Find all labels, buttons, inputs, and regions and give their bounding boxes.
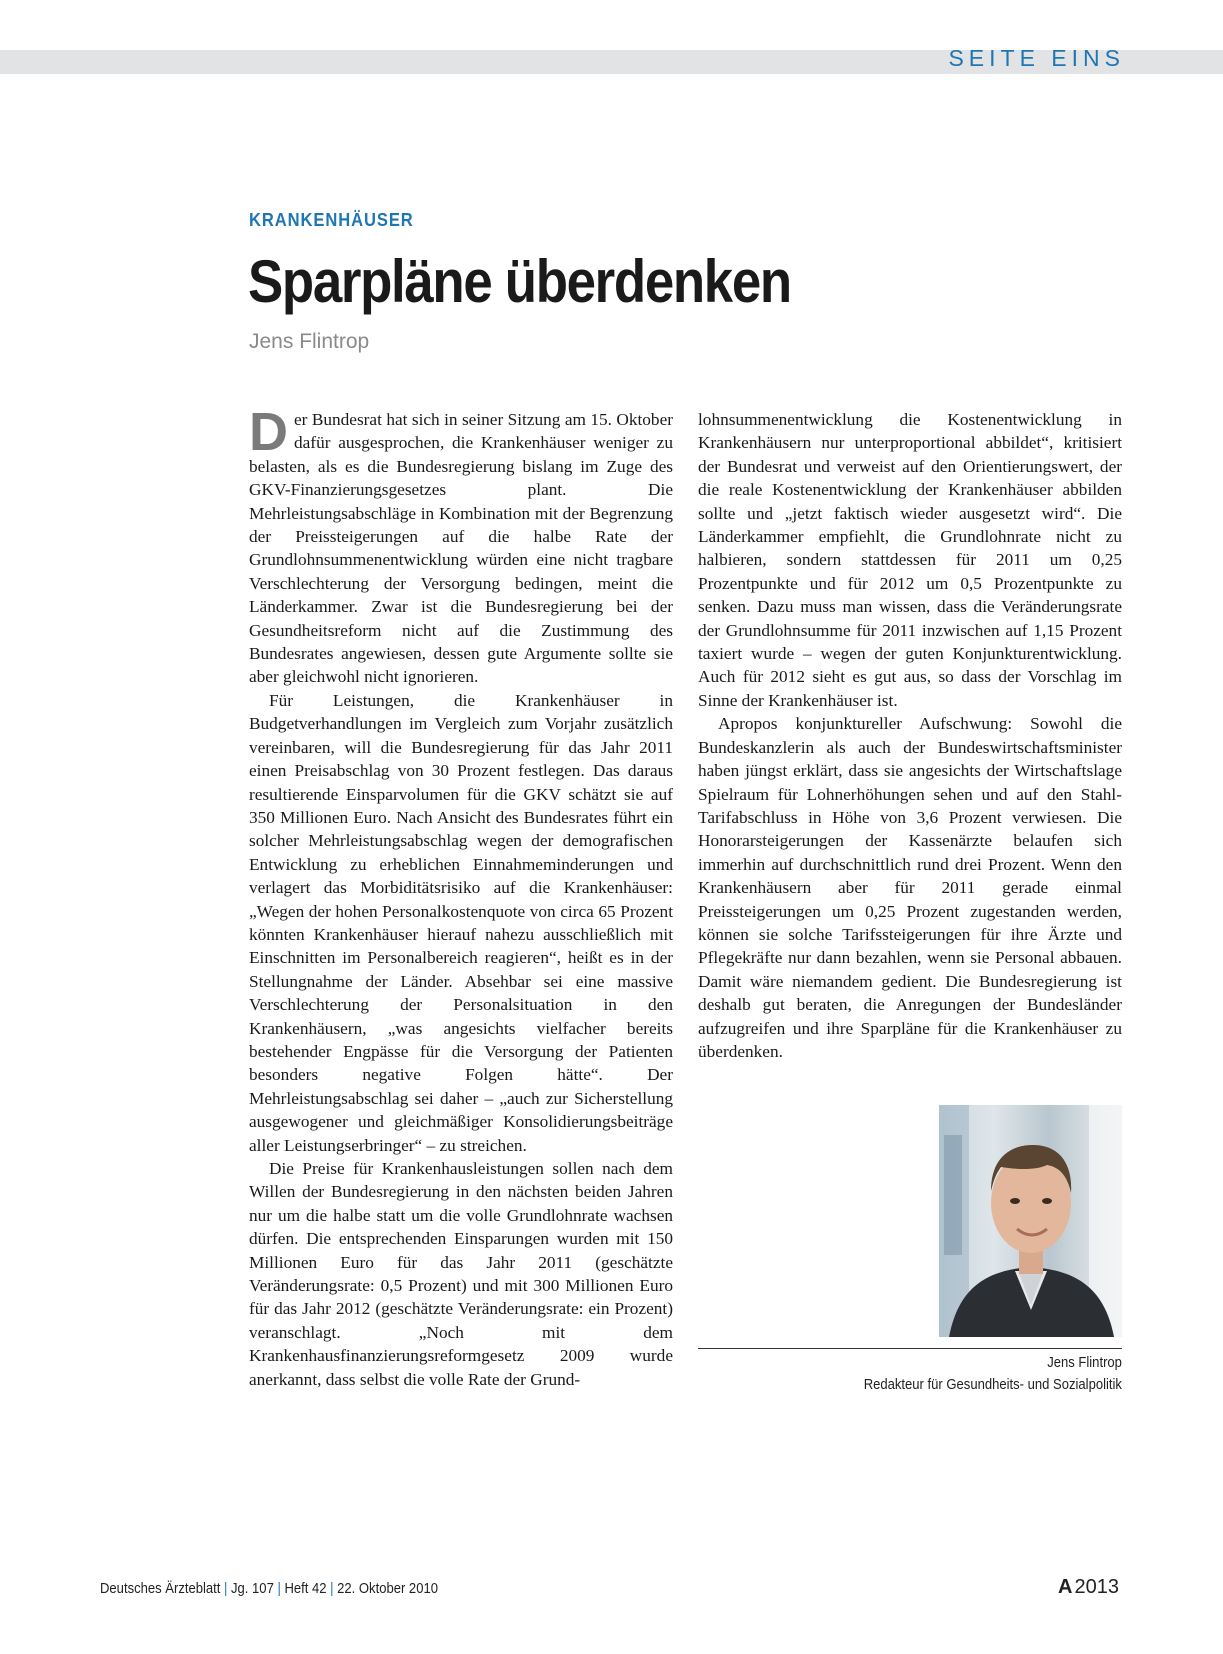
article-kicker: KRANKENHÄUSER (249, 210, 414, 230)
paragraph: Apropos konjunktureller Aufschwung: Sowohl die Bundeskanzlerin als auch der Bundeswirtschaftsminister haben jüngst erklärt, dass sie angesichts der Wirtschaftslage Spielraum für Lohnerhöhungen sehen und auf den Stahl-Tarifabschluss in Höhe von 3,6 Prozent verwiesen. Die Honorarsteigerungen der Kassenärzte belaufen sich immerhin auf durchschnittlich rund drei Prozent. Wenn den Krankenhäusern aber für 2011 gerade einmal Preissteigerungen um 0,25 Prozent zugestanden werden, können sie solche Tarifssteigerungen für ihre Ärzte und Pflegekräfte nur dann bezahlen, wenn sie Personal abbauen. Damit wäre niemandem gedient. Die Bundesregierung ist deshalb gut beraten, die Anregungen der Bundesländer aufzugreifen und ihre Sparpläne für die Krankenhäuser zu überdenken. (698, 714, 1122, 1061)
journal-volume: Jg. 107 (231, 1581, 274, 1597)
page-number (1058, 1576, 1119, 1599)
text-column-left (249, 402, 673, 1391)
footer-separator: | (330, 1581, 334, 1597)
paragraph: Für Leistungen, die Krankenhäuser in Budgetverhandlungen im Vergleich zum Vorjahr zusätzlich vereinbaren, will die Bundesregierung für das Jahr 2011 einen Preisabschlag von 30 Prozent festlegen. Das daraus resultierende Einsparvolumen für die GKV schätzt sie auf 350 Millionen Euro. Nach Ansicht des Bundesrates führt ein solcher Mehrleistungsabschlag wegen der demografischen Entwicklung zu erheblichen Einnahmeminderungen und verlagert das Morbiditätsrisiko auf die Krankenhäuser: „Wegen der hohen Personalkostenquote von circa 65 Prozent könnten Krankenhäuser hierauf nahezu ausschließlich mit Einschnitten im Personalbereich reagieren“, heißt es in der Stellungnahme der Länder. Absehbar sei eine massive Verschlechterung der Personalsituation in den Krankenhäusern, „was angesichts vielfacher bereits bestehender Engpässe für die Versorgung der Patienten besonders negative Folgen hätte“. Der Mehrleistungsabschlag sei daher – „auch zur Sicherstellung ausgewogener und gleichmäßiger Konsolidierungsbeiträge aller Leistungserbringer“ – zu streichen. (249, 690, 673, 1155)
caption-divider (698, 1348, 1122, 1349)
footer-separator: | (224, 1581, 228, 1597)
footer-separator: | (277, 1581, 281, 1597)
drop-cap: D (249, 402, 288, 462)
journal-name: Deutsches Ärzteblatt (100, 1581, 221, 1597)
paragraph-text: er Bundesrat hat sich in seiner Sitzung am 15. Oktober dafür ausgesprochen, die Krankenhäuser weniger zu belasten, als es die Bundesregierung bislang im Zuge des GKV-Finanzierungsgesetzes plant. Die Mehrleistungsabschläge in Kombination mit der Begrenzung der Preissteigerungen auf die halbe Rate der Grundlohnsummenentwicklung würden eine nicht tragbare Verschlechterung der Versorgung bedingen, meint die Länderkammer. Zwar ist die Bundesregierung bei der Gesundheitsreform nicht auf die Zustimmung des Bundesrates angewiesen, dessen gute Argumente sollte sie aber gleichwohl nicht ignorieren. (249, 410, 673, 687)
issue-date: 22. Oktober 2010 (337, 1581, 438, 1597)
article-title: Sparpläne überdenken (248, 248, 791, 315)
page-number-value: 2013 (1074, 1576, 1119, 1598)
article-author: Jens Flintrop (249, 330, 370, 353)
author-portrait (939, 1105, 1122, 1337)
journal-issue: Heft 42 (284, 1581, 327, 1597)
caption-name: Jens Flintrop (1047, 1355, 1122, 1371)
text-column-right (698, 408, 1122, 1063)
caption-role: Redakteur für Gesundheits- und Sozialpolitik (863, 1377, 1122, 1393)
page-prefix: A (1058, 1576, 1073, 1598)
page-footer (100, 1581, 438, 1597)
portrait-caption (835, 1352, 1122, 1396)
section-label: SEITE EINS (948, 45, 1125, 71)
paragraph: lohnsummenentwicklung die Kostenentwicklung in Krankenhäusern nur unterproportional abbildet“, kritisiert der Bundesrat und verweist auf den Orientierungswert, der die reale Kostenentwicklung der Krankenhäuser abbilden sollte und „jetzt faktisch wieder ausgesetzt wird“. Die Länderkammer empfiehlt, die Grundlohnrate nicht zu halbieren, sondern stattdessen für 2011 um 0,25 Prozentpunkte und für 2012 um 0,5 Prozentpunkte zu senken. Dazu muss man wissen, dass die Veränderungsrate der Grundlohnsumme für 2011 inzwischen auf 1,15 Prozent taxiert wurde – wegen der guten Konjunkturentwicklung. Auch für 2012 sieht es gut aus, so dass der Vorschlag im Sinne der Krankenhäuser ist. (698, 410, 1122, 710)
paragraph: Die Preise für Krankenhausleistungen sollen nach dem Willen der Bundesregierung in den nächsten beiden Jahren nur um die halbe statt um die volle Grundlohnrate wachsen dürfen. Die entsprechenden Einsparungen wurden mit 150 Millionen Euro für das Jahr 2011 (geschätzte Veränderungsrate: 0,5 Prozent) und mit 300 Millionen Euro für das Jahr 2012 (geschätzte Veränderungsrate: ein Prozent) veranschlagt. „Noch mit dem Krankenhausfinanzierungsreformgesetz 2009 wurde anerkannt, dass selbst die volle Rate der Grund- (249, 1159, 673, 1389)
paragraph (249, 402, 673, 689)
